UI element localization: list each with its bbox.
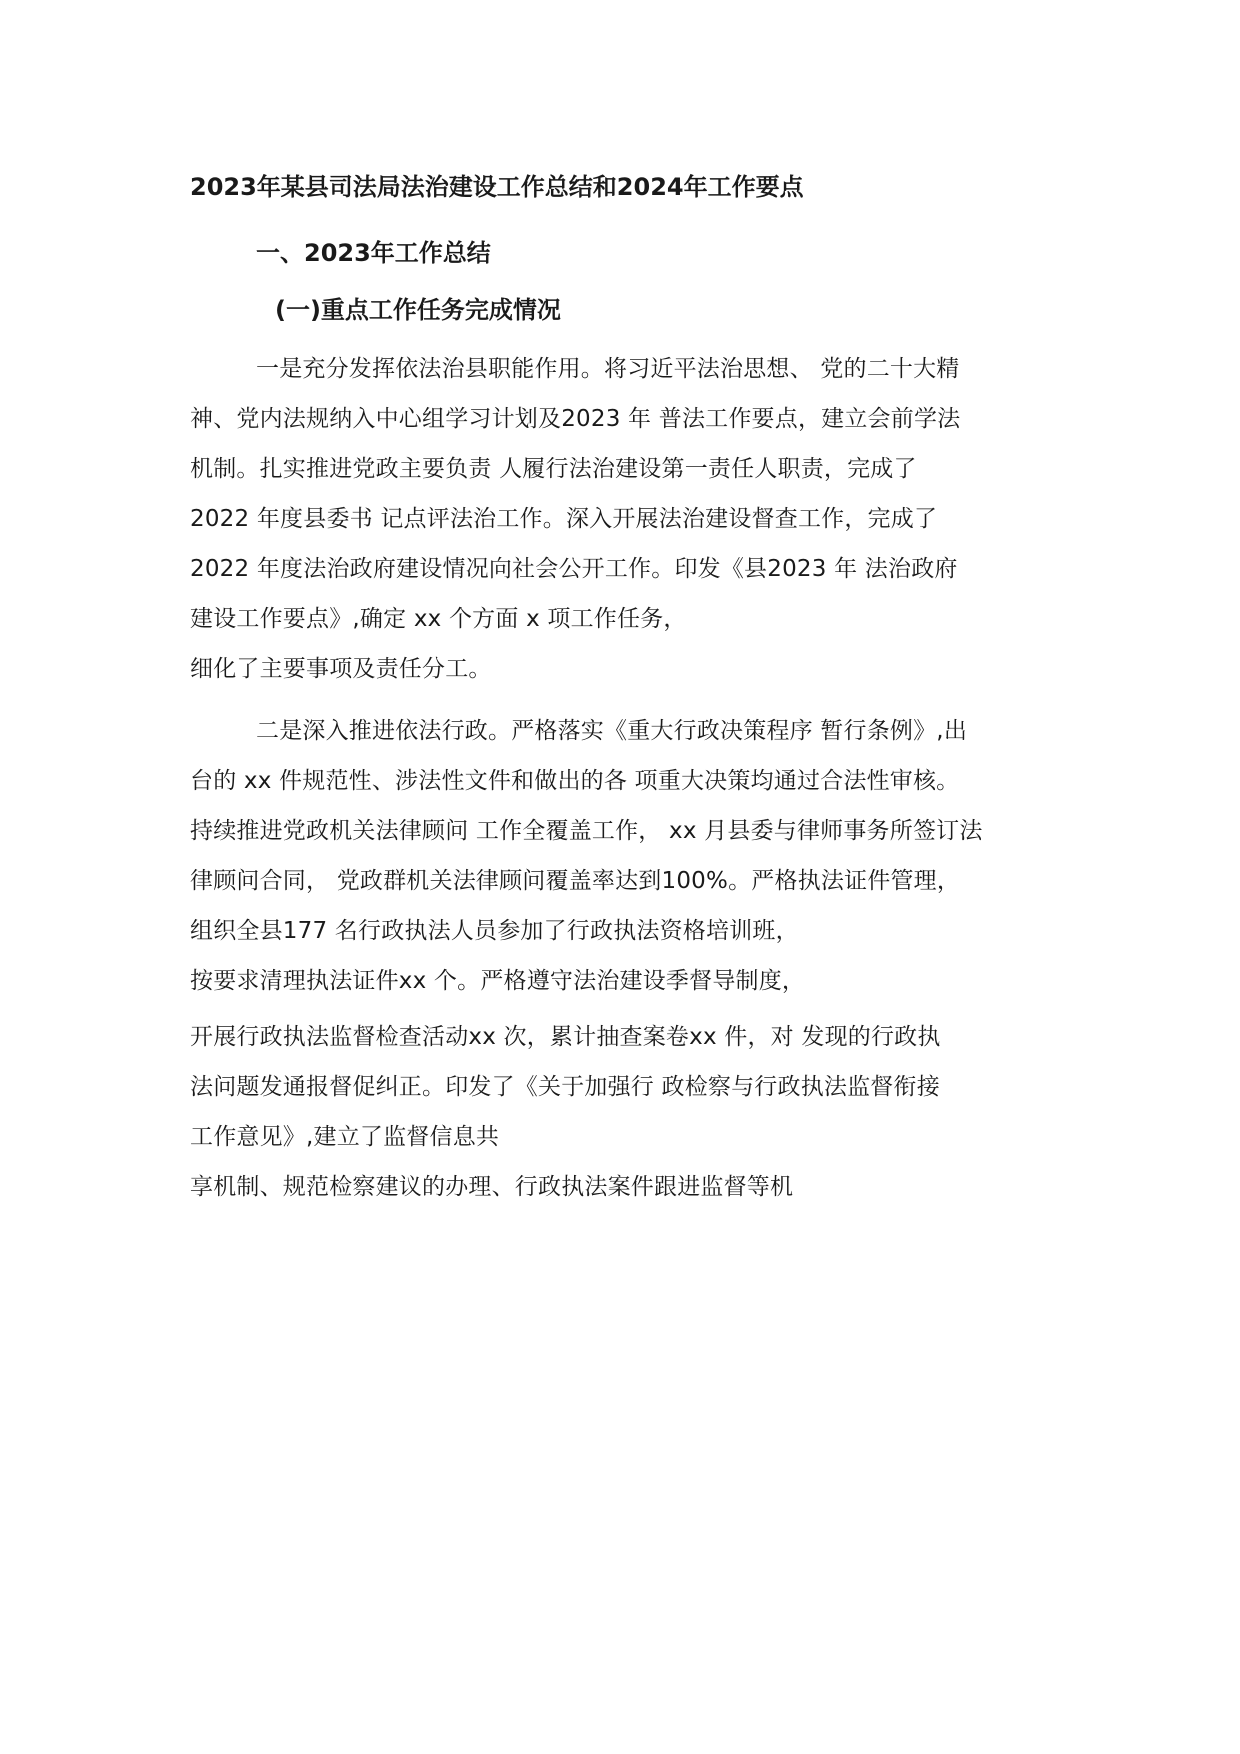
paragraph-line: 二是深入推进依法行政。严格落实《重大行政决策程序 暂行条例》,出 (256, 718, 968, 744)
subsection-heading: (一)重点工作任务完成情况 (275, 296, 561, 324)
paragraph-line: 台的 xx 件规范性、涉法性文件和做出的各 项重大决策均通过合法性审核。 (190, 768, 960, 794)
paragraph-line: 工作意见》,建立了监督信息共 (190, 1124, 500, 1150)
paragraph-line: 组织全县177 名行政执法人员参加了行政执法资格培训班， (190, 918, 799, 944)
paragraph-line: 建设工作要点》,确定 xx 个方面 x 项工作任务， (190, 606, 687, 632)
paragraph-line: 按要求清理执法证件xx 个。严格遵守法治建设季督导制度， (190, 968, 806, 994)
paragraph-line: 开展行政执法监督检查活动xx 次，累计抽查案卷xx 件，对 发现的行政执 (190, 1024, 941, 1050)
paragraph-line: 细化了主要事项及责任分工。 (190, 656, 492, 682)
paragraph-line: 一是充分发挥依法治县职能作用。将习近平法治思想、 党的二十大精 (256, 356, 960, 382)
document-title: 2023年某县司法局法治建设工作总结和2024年工作要点 (190, 173, 804, 201)
paragraph-line: 2022 年度县委书 记点评法治工作。深入开展法治建设督查工作，完成了 (190, 506, 938, 532)
section-heading: 一、2023年工作总结 (256, 239, 491, 267)
paragraph-line: 律顾问合同， 党政群机关法律顾问覆盖率达到100%。严格执法证件管理， (190, 868, 961, 894)
paragraph-line: 法问题发通报督促纠正。印发了《关于加强行 政检察与行政执法监督衔接 (190, 1074, 940, 1100)
paragraph-line: 持续推进党政机关法律顾问 工作全覆盖工作， xx 月县委与律师事务所签订法 (190, 818, 983, 844)
paragraph-line: 2022 年度法治政府建设情况向社会公开工作。印发《县2023 年 法治政府 (190, 556, 958, 582)
paragraph-line: 机制。扎实推进党政主要负责 人履行法治建设第一责任人职责，完成了 (190, 456, 917, 482)
paragraph-line: 神、党内法规纳入中心组学习计划及2023 年 普法工作要点，建立会前学法 (190, 406, 961, 432)
paragraph-line: 享机制、规范检察建议的办理、行政执法案件跟进监督等机 (190, 1174, 794, 1200)
